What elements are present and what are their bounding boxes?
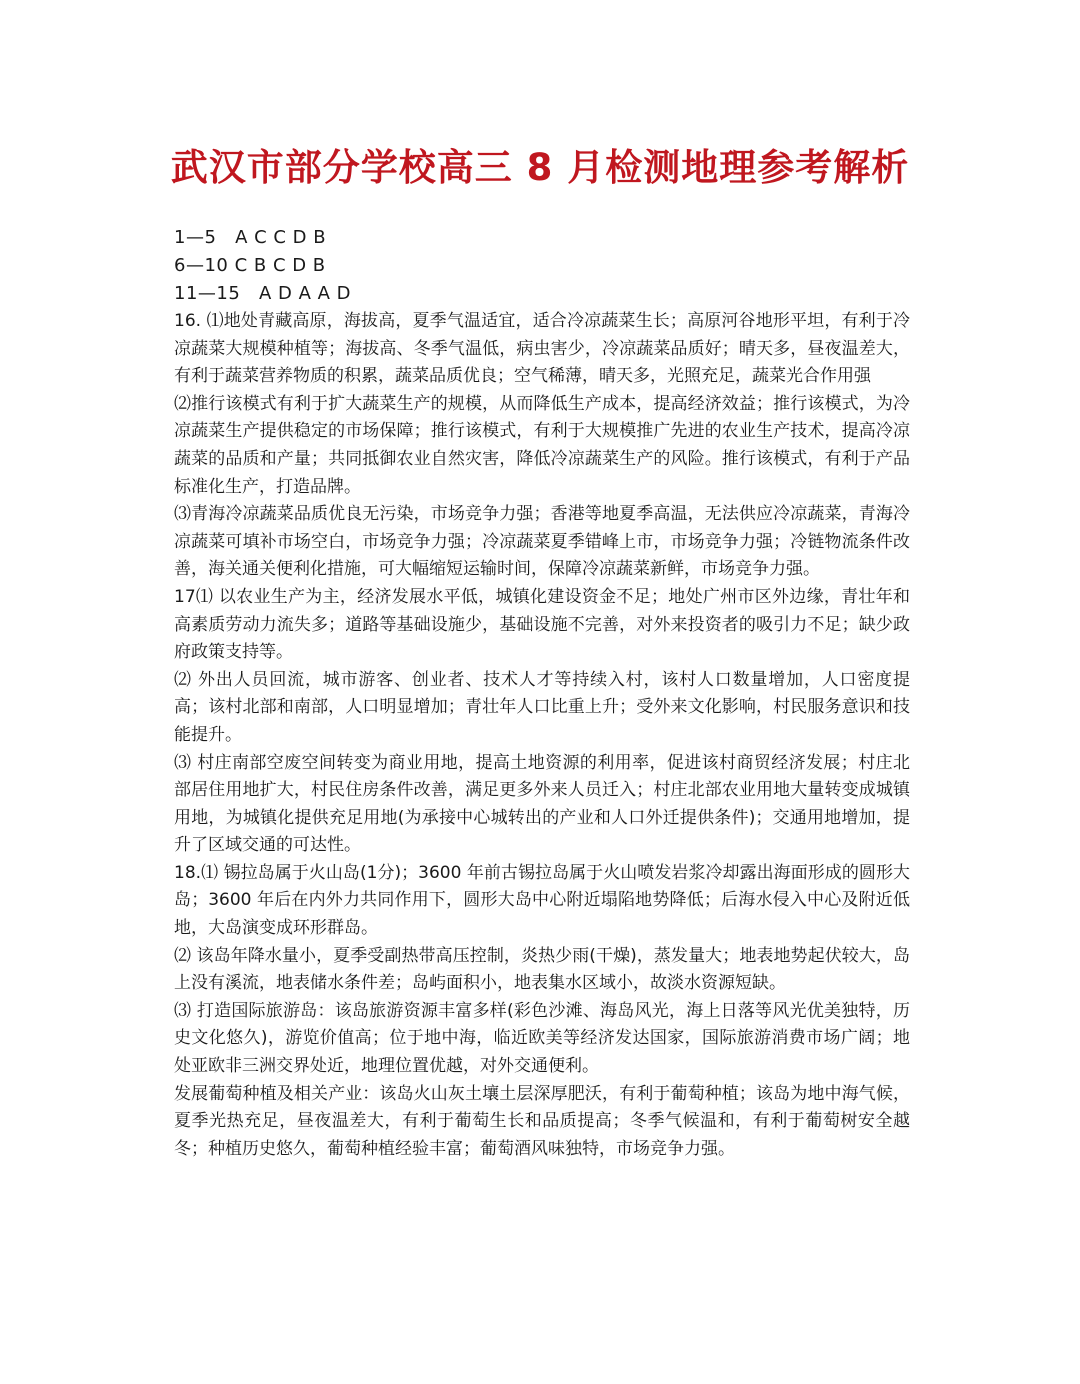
answer-17-part-3: ⑶ 村庄南部空废空间转变为商业用地，提高土地资源的利用率，促进该村商贸经济发展；村庄北部居住用地扩大，村民住房条件改善，满足更多外来人员迁入；村庄北部农业用地大量转变成城镇用地，为城镇化提供充足用地(为承接中心城转出的产业和人口外迁提供条件)；交通用地增加，提升了区域交通的可达性。	[174, 752, 910, 856]
answer-16-part-3: ⑶青海冷凉蔬菜品质优良无污染，市场竞争力强；香港等地夏季高温，无法供应冷凉蔬菜，青海冷凉蔬菜可填补市场空白，市场竞争力强；冷凉蔬菜夏季错峰上市，市场竞争力强；冷链物流条件改善，海关通关便利化措施，可大幅缩短运输时间，保障冷凉蔬菜新鲜，市场竞争力强。	[174, 504, 910, 580]
answer-17-part-2: ⑵ 外出人员回流，城市游客、创业者、技术人才等持续入村，该村人口数量增加，人口密度提高；该村北部和南部，人口明显增加；青壮年人口比重上升；受外来文化影响，村民服务意识和技能提升。	[174, 669, 910, 745]
answer-18-part-3: ⑶ 打造国际旅游岛：该岛旅游资源丰富多样(彩色沙滩、海岛风光，海上日落等风光优美独特，历史文化悠久)，游览价值高；位于地中海，临近欧美等经济发达国家，国际旅游消费市场广阔；地处亚欧非三洲交界处近，地理位置优越，对外交通便利。	[174, 1000, 910, 1077]
answer-18-part-2: ⑵ 该岛年降水量小，夏季受副热带高压控制，炎热少雨(干燥)，蒸发量大；地表地势起伏较大，岛上没有溪流，地表储水条件差；岛屿面积小，地表集水区域小，故淡水资源短缺。	[174, 945, 910, 994]
answer-content	[174, 224, 910, 1163]
answer-18-part-1: 18.⑴ 锡拉岛属于火山岛(1分)；3600 年前古锡拉岛属于火山喷发岩浆冷却露出海面形成的圆形大岛；3600 年后在内外力共同作用下，圆形大岛中心附近塌陷地势降低；后海水侵入中心及附近低地，大岛演变成环形群岛。	[174, 862, 910, 939]
document-title: 武汉市部分学校高三 8 月检测地理参考解析	[170, 146, 910, 189]
answer-17-part-1: 17⑴ 以农业生产为主，经济发展水平低，城镇化建设资金不足；地处广州市区外边缘，青壮年和高素质劳动力流失多；道路等基础设施少，基础设施不完善，对外来投资者的吸引力不足；缺少政府政策支持等。	[174, 586, 910, 663]
answer-line-11-15: 11—15 A D A A D	[174, 283, 352, 304]
answer-18-part-3-grapes: 发展葡萄种植及相关产业：该岛火山灰土壤土层深厚肥沃，有利于葡萄种植；该岛为地中海气候，夏季光热充足，昼夜温差大，有利于葡萄生长和品质提高；冬季气候温和，有利于葡萄树安全越冬；种植历史悠久，葡萄种植经验丰富；葡萄酒风味独特，市场竞争力强。	[174, 1083, 910, 1159]
answer-16-part-2: ⑵推行该模式有利于扩大蔬菜生产的规模，从而降低生产成本，提高经济效益；推行该模式，为冷凉蔬菜生产提供稳定的市场保障；推行该模式，有利于大规模推广先进的农业生产技术，提高冷凉蔬菜的品质和产量；共同抵御农业自然灾害，降低冷凉蔬菜生产的风险。推行该模式，有利于产品标准化生产，打造品牌。	[174, 393, 910, 497]
answer-16-part-1: 16. ⑴地处青藏高原，海拔高，夏季气温适宜，适合冷凉蔬菜生长；高原河谷地形平坦，有利于冷凉蔬菜大规模种植等；海拔高、冬季气温低，病虫害少，冷凉蔬菜品质好；晴天多，昼夜温差大，有利于蔬菜营养物质的积累，蔬菜品质优良；空气稀薄，晴天多，光照充足，蔬菜光合作用强	[174, 311, 910, 387]
answer-line-1-5: 1—5 A C C D B	[174, 227, 327, 248]
answer-line-6-10: 6—10 C B C D B	[174, 255, 326, 276]
